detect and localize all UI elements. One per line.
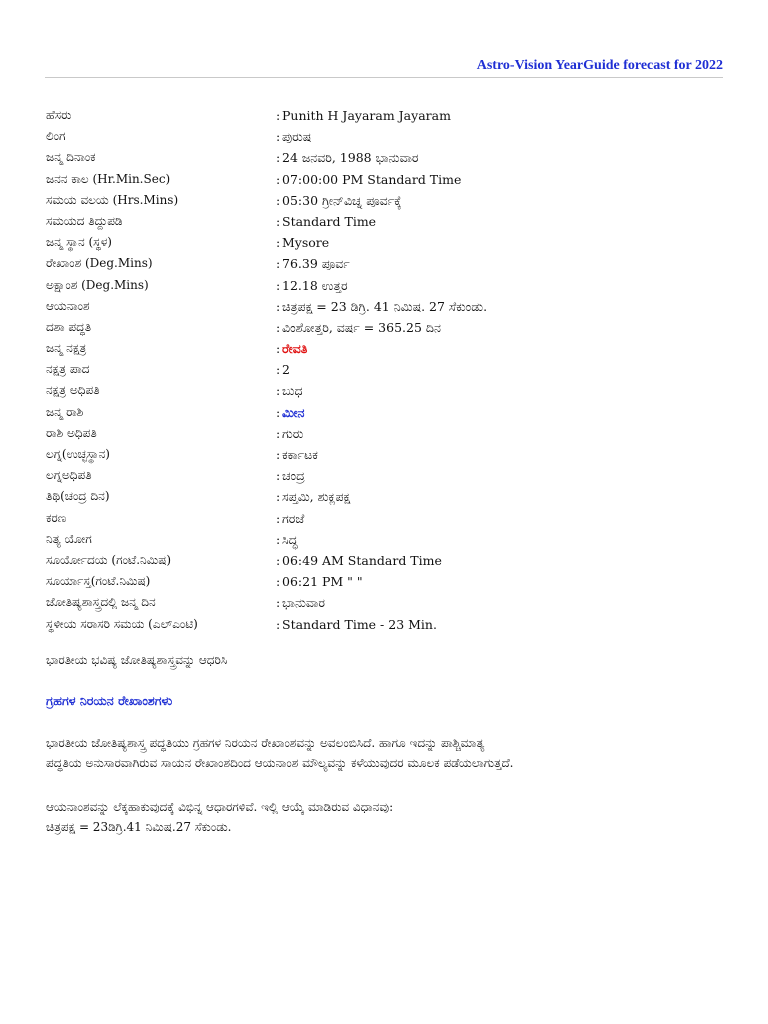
detail-value: 24 ಜನವರಿ, 1988 ಭಾನುವಾರ xyxy=(282,150,419,166)
detail-colon: : xyxy=(276,213,281,229)
paragraph-line: ಭಾರತೀಯ ಜೋತಿಷ್ಯಶಾಸ್ತ್ರ ಪದ್ಧತಿಯು ಗ್ರಹಗಳ ನಿರಯನ ರೇಖಾಂಶವನ್ನು ಅವಲಂಬಿಸಿದೆ. ಹಾಗೂ ಇದನ್ನು ಪಾಶ್ಚಿಮಾತ್ಯ xyxy=(46,736,485,750)
detail-label: ಸೂರ್ಯೋದಯ (ಗಂಟೆ.ನಿಮಿಷ) xyxy=(46,552,172,567)
detail-colon: : xyxy=(276,404,281,420)
detail-value: ಚಿತ್ರಪಕ್ಷ = 23 ಡಿಗ್ರಿ. 41 ನಿಮಿಷ. 27 ಸೆಕುಂಡು. xyxy=(282,298,488,314)
detail-row xyxy=(46,190,726,211)
detail-value: 06:49 AM Standard Time xyxy=(282,552,442,568)
detail-value: ಪುರುಷ xyxy=(282,129,312,145)
paragraph-line: ಚಿತ್ರಪಕ್ಷ = 23ಡಿಗ್ರಿ.41 ನಿಮಿಷ.27 ಸೆಕುಂಡು. xyxy=(46,820,232,834)
detail-row xyxy=(46,614,726,635)
detail-colon: : xyxy=(276,468,281,484)
detail-colon: : xyxy=(276,108,281,123)
paragraph-line: ಪದ್ಧತಿಯ ಅನುಸಾರವಾಗಿರುವ ಸಾಯನ ರೇಖಾಂಶದಿಂದ ಆಯನಾಂಶ ಮೌಲ್ಯವನ್ನು ಕಳೆಯುವುದರ ಮೂಲಕ ಪಡೆಯಲಾಗುತ್ತದೆ. xyxy=(46,756,514,770)
detail-colon: : xyxy=(276,552,281,568)
detail-colon: : xyxy=(276,447,281,462)
detail-label: ಜನ್ಮ ರಾಶಿ xyxy=(46,404,84,419)
detail-value: ಮೀನ xyxy=(282,404,305,420)
detail-value: Punith H Jayaram Jayaram xyxy=(282,108,451,123)
detail-label: ಜನ್ಮ ಸ್ಥಾನ (ಸ್ಥಳ) xyxy=(46,235,112,250)
detail-label: ಲಿಂಗ xyxy=(46,129,66,144)
detail-row xyxy=(46,529,726,550)
detail-row xyxy=(46,126,726,147)
detail-value: 06:21 PM " " xyxy=(282,574,363,590)
paragraph-ayanamsha xyxy=(46,797,726,837)
detail-row xyxy=(46,253,726,274)
detail-label: ರಾಶಿ ಅಧಿಪತಿ xyxy=(46,425,97,440)
detail-value: ಬುಧ xyxy=(282,383,303,399)
paragraph-line: ಆಯನಾಂಶವನ್ನು ಲೆಕ್ಕಹಾಕುವುದಕ್ಕೆ ವಿಭಿನ್ನ ಆಧಾರಗಳಿವೆ. ಇಲ್ಲಿ ಆಯ್ಕೆ ಮಾಡಿರುವ ವಿಧಾನವು: xyxy=(46,800,394,814)
detail-value: ಭಾನುವಾರ xyxy=(282,595,325,611)
detail-value: ಕರ್ಕಾಟಕ xyxy=(282,447,318,462)
detail-value: ವಿಂಶೋತ್ತರಿ, ವರ್ಷ = 365.25 ದಿನ xyxy=(282,319,441,335)
detail-row xyxy=(46,423,726,444)
detail-row xyxy=(46,211,726,232)
detail-value: ರೇವತಿ xyxy=(282,341,308,357)
detail-colon: : xyxy=(276,595,281,611)
detail-colon: : xyxy=(276,277,281,293)
detail-row xyxy=(46,465,726,486)
page-header xyxy=(45,58,723,78)
detail-colon: : xyxy=(276,256,281,272)
detail-label: ನಕ್ಷತ್ರ ಅಧಿಪತಿ xyxy=(46,383,100,398)
detail-label: ಲಗ್ನಅಧಿಪತಿ xyxy=(46,468,92,483)
detail-row xyxy=(46,169,726,190)
detail-label: ಆಯನಾಂಶ xyxy=(46,298,90,313)
birth-details-table xyxy=(46,105,726,635)
detail-colon: : xyxy=(276,319,281,335)
detail-label: ಸ್ಥಳೀಯ ಸರಾಸರಿ ಸಮಯ (ಎಲ್‌ಎಂಟಿ) xyxy=(46,616,198,631)
detail-colon: : xyxy=(276,235,281,251)
detail-colon: : xyxy=(276,489,281,505)
detail-colon: : xyxy=(276,192,281,208)
detail-row xyxy=(46,232,726,253)
detail-row xyxy=(46,380,726,401)
detail-label: ಜನ್ಮ ದಿನಾಂಕ xyxy=(46,150,96,165)
detail-label: ದಶಾ ಪದ್ಧತಿ xyxy=(46,319,92,334)
detail-label: ತಿಥಿ(ಚಂದ್ರ ದಿನ) xyxy=(46,489,110,504)
detail-value: 12.18 ಉತ್ತರ xyxy=(282,277,348,293)
detail-colon: : xyxy=(276,298,281,314)
detail-colon: : xyxy=(276,510,281,526)
detail-value: 76.39 ಪೂರ್ವ xyxy=(282,256,350,272)
detail-label: ಸಮಯದ ತಿದ್ದುಪಡಿ xyxy=(46,213,123,228)
detail-label: ಕರಣ xyxy=(46,510,67,525)
detail-label: ರೇಖಾಂಶ (Deg.Mins) xyxy=(46,256,153,271)
detail-value: ಗರಜೆ xyxy=(282,510,305,526)
detail-value: ಸಿದ್ಧ xyxy=(282,531,298,547)
detail-label: ನಿತ್ಯ ಯೋಗ xyxy=(46,531,92,546)
detail-colon: : xyxy=(276,171,281,187)
detail-row xyxy=(46,444,726,465)
detail-row xyxy=(46,296,726,317)
detail-colon: : xyxy=(276,362,281,378)
detail-row xyxy=(46,402,726,423)
detail-colon: : xyxy=(276,616,281,632)
detail-label: ಜನನ ಕಾಲ (Hr.Min.Sec) xyxy=(46,171,171,186)
detail-value: Standard Time - 23 Min. xyxy=(282,616,437,632)
detail-row xyxy=(46,147,726,168)
detail-label: ಹೆಸರು xyxy=(46,108,72,122)
paragraph-sidereal xyxy=(46,733,726,773)
header-title: Astro-Vision YearGuide forecast for 2022 xyxy=(476,58,723,73)
detail-colon: : xyxy=(276,425,281,441)
detail-row xyxy=(46,571,726,592)
detail-value: 05:30 ಗ್ರೀನ್‌ವಿಚ್ನ ಪೂರ್ವಕ್ಕೆ xyxy=(282,192,402,208)
detail-row xyxy=(46,550,726,571)
detail-value: 2 xyxy=(282,362,290,378)
detail-label: ನಕ್ಷತ್ರ ಪಾದ xyxy=(46,362,90,377)
detail-label: ಅಕ್ಷಾಂಶ (Deg.Mins) xyxy=(46,277,149,292)
detail-row xyxy=(46,508,726,529)
detail-colon: : xyxy=(276,129,281,145)
detail-colon: : xyxy=(276,150,281,166)
section-heading: ಗ್ರಹಗಳ ನಿರಯನ ರೇಖಾಂಶಗಳು xyxy=(46,693,173,708)
detail-label: ಸಮಯ ವಲಯ (Hrs.Mins) xyxy=(46,192,179,207)
detail-value: 07:00:00 PM Standard Time xyxy=(282,171,462,187)
detail-value: ಸಪ್ತಮಿ, ಶುಕ್ಲಪಕ್ಷ xyxy=(282,489,351,505)
detail-label: ಜೋತಿಷ್ಯಶಾಸ್ತ್ರದಲ್ಲಿ ಜನ್ಮ ದಿನ xyxy=(46,595,156,610)
detail-row xyxy=(46,275,726,296)
detail-label: ಸೂರ್ಯಾಸ್ತ(ಗಂಟೆ.ನಿಮಿಷ) xyxy=(46,574,151,589)
detail-colon: : xyxy=(276,574,281,590)
detail-row xyxy=(46,338,726,359)
detail-colon: : xyxy=(276,531,281,547)
detail-row xyxy=(46,486,726,507)
detail-value: ಚಂದ್ರ xyxy=(282,468,305,484)
detail-row xyxy=(46,105,726,126)
detail-value: ಗುರು xyxy=(282,425,304,441)
detail-label: ಜನ್ಮ ನಕ್ಷತ್ರ xyxy=(46,341,87,356)
detail-row xyxy=(46,359,726,380)
detail-value: Standard Time xyxy=(282,213,377,229)
detail-row xyxy=(46,592,726,613)
detail-label: ಲಗ್ನ(ಉಚ್ಛಸ್ಥಾನ) xyxy=(46,447,110,461)
detail-row xyxy=(46,317,726,338)
detail-value: Mysore xyxy=(282,235,330,251)
detail-colon: : xyxy=(276,341,281,357)
basis-note: ಭಾರತೀಯ ಭವಿಷ್ಯ ಜೋತಿಷ್ಯಶಾಸ್ತ್ರವನ್ನು ಆಧರಿಸಿ xyxy=(46,653,228,667)
detail-colon: : xyxy=(276,383,281,399)
